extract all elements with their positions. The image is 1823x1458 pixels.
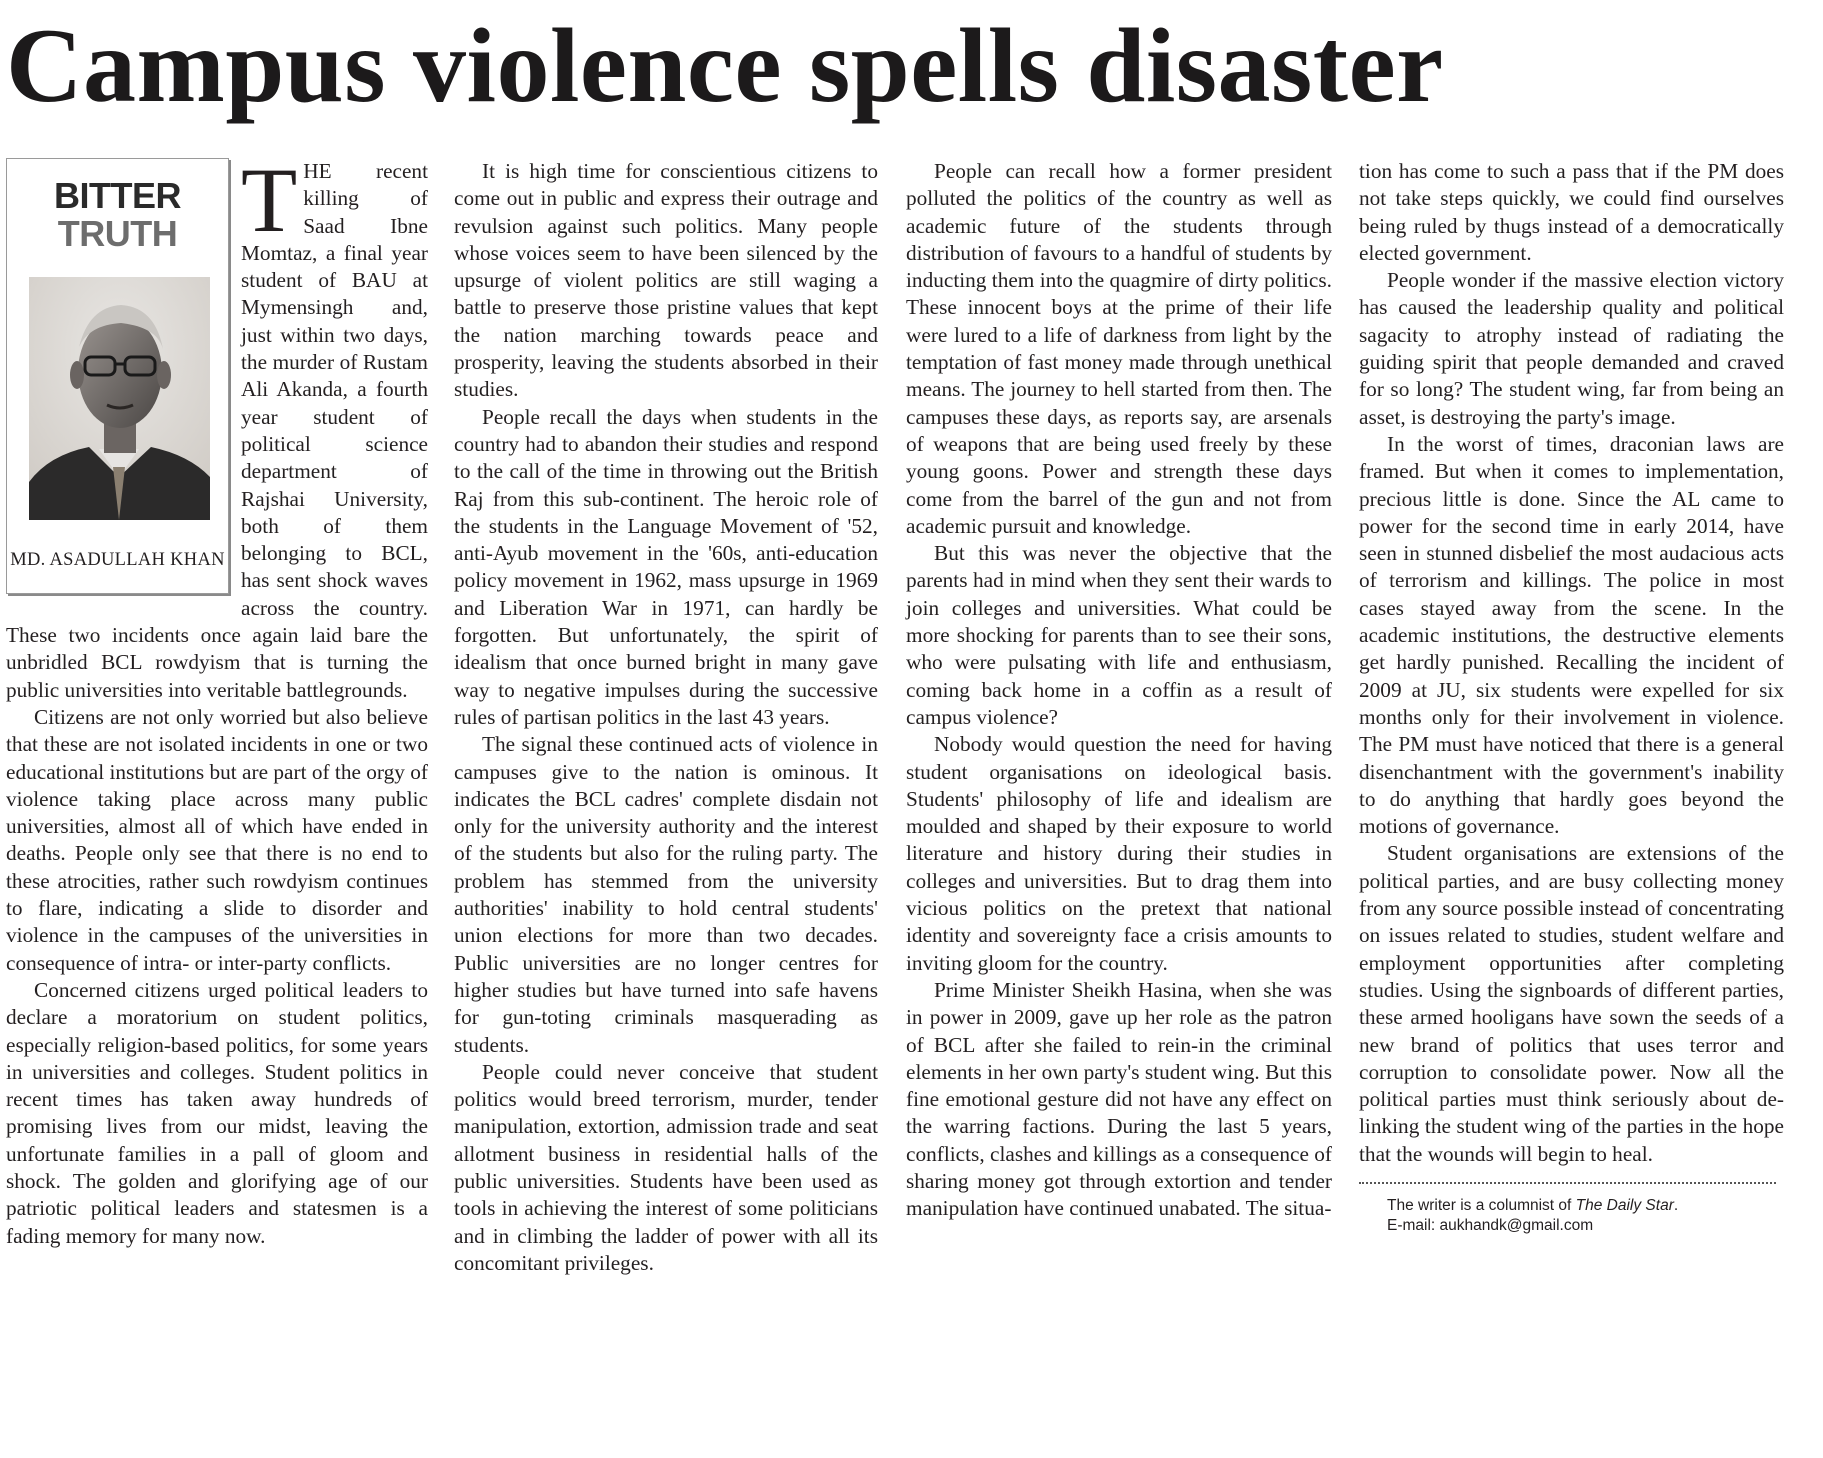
paragraph: HE recent killing of Saad Ibne Momtaz, a final year student of BAU at Mymensingh and, just within two days, the murder of Rustam Ali Akanda, a fourth year student of political science department of Rajshai University, both of them belonging to BCL, has sent shock waves across the country. These two incidents once again laid bare the unbridled BCL rowdyism that is turning the public universities into veritable battlegrounds.: [6, 159, 428, 702]
columnist-box: [6, 158, 229, 594]
rubric-bitter: BITTER: [54, 175, 181, 216]
paragraph: People can recall how a former president polluted the politics of the country as well as academic future of the students through distribution of favours to a handful of students by inducting them into the quagmire of dirty politics. These innocent boys at the prime of their life were lured to a life of darkness from light by the temptation of fast money made through unethical means. The journey to hell started from then. The campuses these days, as reports say, are arsenals of weapons that are being used freely by these young goons. Power and strength these days come from the barrel of the gun and not from academic pursuit and knowledge.: [906, 159, 1332, 538]
paragraph: Nobody would question the need for having student organisations on ideological basis. Students' philosophy of life and idealism are moulded and shaped by their exposure to world literature and history during their studies in colleges and universities. But to drag them into vicious politics on the pretext that national identity and sovereignty face a crisis amounts to inviting gloom for the country.: [906, 732, 1332, 975]
author-name: MD. ASADULLAH KHAN: [10, 550, 225, 570]
paragraph: Prime Minister Sheikh Hasina, when she was in power in 2009, gave up her role as the patron of BCL after she failed to rein-in the criminal elements in her own party's student wing. But this fine emotional gesture did not have any effect on the warring factions. During the last 5 years, conflicts, clashes and killings as a consequence of sharing money got through extortion and tender manipulation have continued unabated. The situa-: [906, 977, 1332, 1221]
paragraph: Student organisations are extensions of the political parties, and are busy collecting money from any source possible instead of concentrating on issues related to studies, student welfare and employment opportunities after completing studies. Using the signboards of different parties, these armed hooligans have sown the seeds of a new brand of politics that uses terror and corruption to consolidate power. Now all the political parties must think seriously about de-linking the student wing of the parties in the hope that the wounds will begin to heal.: [1359, 841, 1784, 1166]
paragraph: People recall the days when students in the country had to abandon their studies and respond to the call of the time in throwing out the British Raj from this sub-continent. The heroic role of the students in the Language Movement of '52, anti-Ayub movement in the '60s, anti-education policy movement in 1962, mass upsurge in 1969 and Liberation War in 1971, can hardly be forgotten. But unfortunately, the spirit of idealism that once burned bright in many gave way to negative impulses during the successive rules of partisan politics in the last 43 years.: [454, 404, 878, 729]
paragraph: The signal these continued acts of violence in campuses give to the nation is ominous. It indicates the BCL cadres' complete disdain not only for the university authority and the interest of the students but also for the ruling party. The problem has stemmed from the university authorities' inability to hold central students' union elections for more than two decades. Public universities are no longer centres for higher studies but have turned into safe havens for gun-toting criminals masquerading as students.: [454, 732, 878, 1057]
column-1: [6, 149, 428, 1250]
rubric-truth: TRUTH: [57, 213, 178, 254]
author-portrait-image: [29, 277, 210, 520]
writer-email: E-mail: aukhandk@gmail.com: [1387, 1216, 1594, 1234]
paragraph: It is high time for conscientious citizens to come out in public and express their outrage and revulsion against such politics. Many people whose voices seem to have been silenced by the upsurge of violent politics are still waging a battle to preserve those pristine values that kept the nation marching towards peace and prosperity, leaving the students absorbed in their studies.: [454, 159, 878, 402]
column-2: [454, 158, 878, 1277]
divider: [1359, 1182, 1776, 1184]
paragraph: In the worst of times, draconian laws are framed. But when it comes to implementation, precious little is done. Since the AL came to power for the second time in early 2014, have seen in stunned disbelief the most audacious acts of terrorism and killings. The police in most cases stayed away from the scene. In the academic institutions, the destructive elements get hardly punished. Recalling the incident of 2009 at JU, six students were expelled for six months only for their involvement in violence. The PM must have noticed that there is a general disenchantment with the government's inability to do anything that hardly goes beyond the motions of governance.: [1359, 431, 1784, 839]
paragraph: Citizens are not only worried but also believe that these are not isolated incidents in one or two educational institutions but are part of the orgy of violence taking place across many public universities, almost all of which have ended in deaths. People only see that there is no end to these atrocities, rather such rowdyism continues to flare, indicating a slide to disorder and violence in the campuses of the universities in consequence of intra- or inter-party conflicts.: [6, 704, 428, 975]
column-3: [906, 158, 1332, 1223]
publication-name: The Daily Star: [1575, 1196, 1674, 1214]
paragraph: But this was never the objective that the parents had in mind when they sent their wards to join colleges and universities. What could be more shocking for parents than to see their sons, who were pulsating with life and enthusiasm, coming back home in a coffin as a result of campus violence?: [906, 541, 1332, 729]
column-4: [1359, 158, 1784, 1236]
headline: Campus violence spells disaster: [6, 7, 1444, 124]
paragraph: People could never conceive that student politics would breed terrorism, murder, tender manipulation, extortion, admission trade and seat allotment business in residential halls of the public universities. Students have been used as tools in achieving the interest of some politicians and in climbing the ladder of power with all its concomitant privileges.: [454, 1059, 878, 1275]
paragraph: tion has come to such a pass that if the PM does not take steps quickly, we could find ourselves being ruled by thugs instead of a democratically elected government.: [1359, 159, 1784, 265]
paragraph: People wonder if the massive election victory has caused the leadership quality and political sagacity to atrophy instead of radiating the guiding spirit that people demanded and craved for so long? The student wing, far from being an asset, is destroying the party's image.: [1359, 268, 1784, 429]
paragraph: Concerned citizens urged political leaders to declare a moratorium on student politics, especially religion-based politics, for some years in universities and colleges. Student politics in recent times has taken away hundreds of promising lives from our midst, leaving the unfortunate families in a pall of gloom and shock. The golden and glorifying age of our patriotic political leaders and statesmen is a fading memory for many now.: [6, 977, 428, 1248]
drop-cap: T: [241, 149, 298, 251]
writer-note: The writer is a columnist of The Daily Star.: [1387, 1196, 1679, 1214]
